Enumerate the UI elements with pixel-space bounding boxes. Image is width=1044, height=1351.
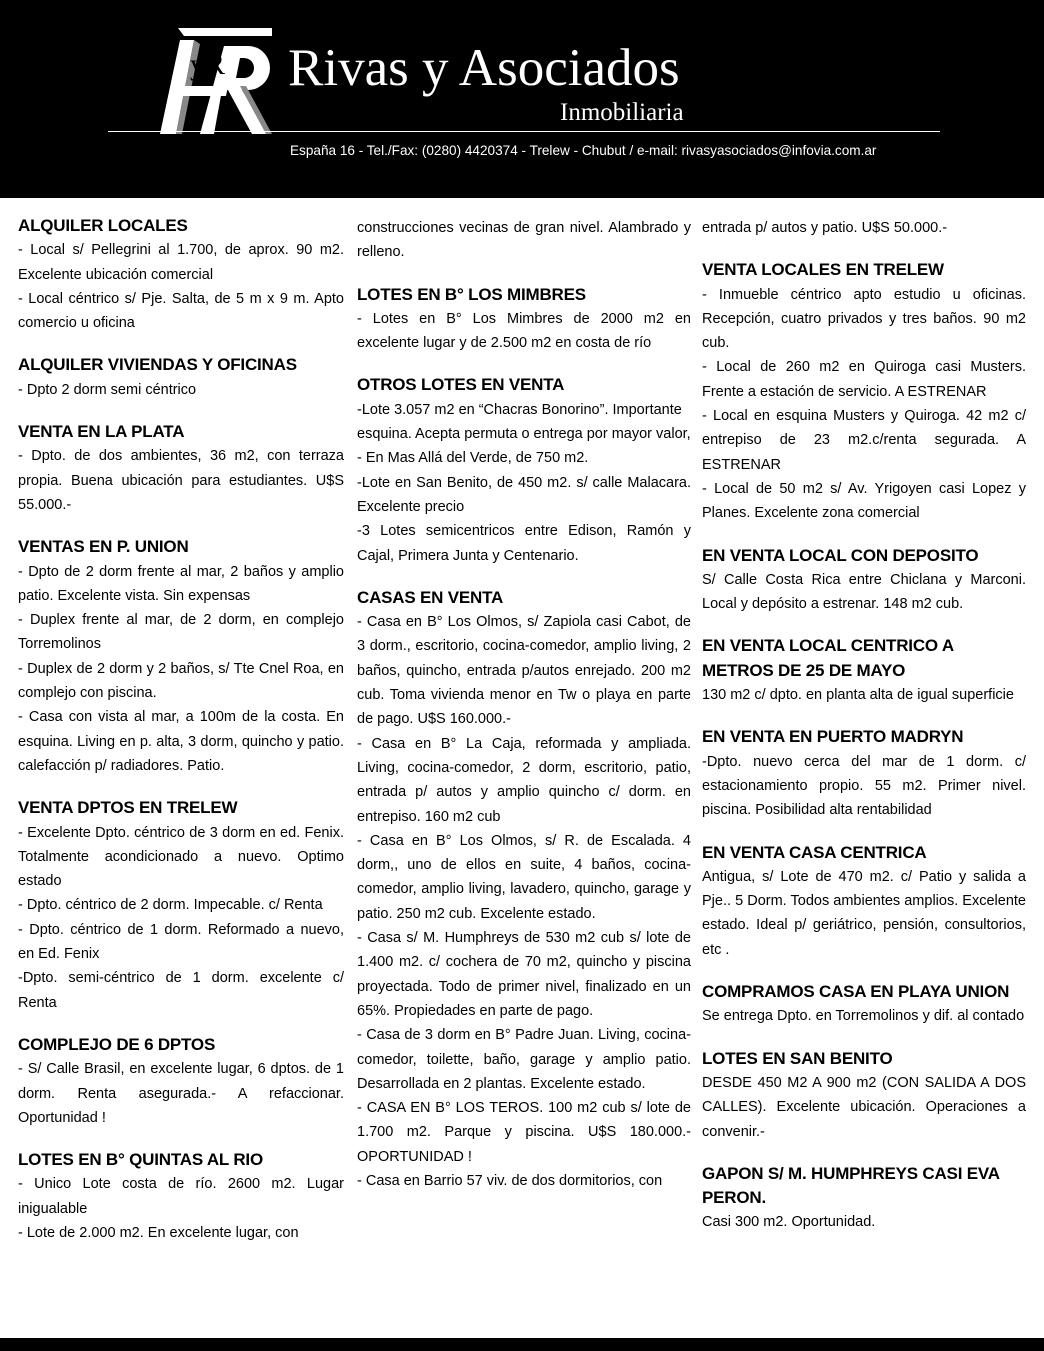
listing-item: - Casa en Barrio 57 viv. de dos dormitorios, con [357,1172,663,1189]
listing-item: - Dpto de 2 dorm frente al mar, 2 baños y amplio patio. Excelente vista. Sin expensas [18,563,344,604]
listing-item: Antigua, s/ Lote de 470 m2. c/ Patio y salida a Pje.. 5 Dorm. Todos ambientes amplios. Excelente estado. Ideal p/ geriátrico, pensión, consultorios, etc . [702,868,1026,958]
section-heading: ALQUILER VIVIENDAS Y OFICINAS [18,355,297,375]
listing-item: -Dpto. nuevo cerca del mar de 1 dorm. c/ estacionamiento propio. 55 m2. Primer nivel. piscina. Posibilidad alta rentabilidad [702,753,1026,819]
listing-item: - Local de 50 m2 s/ Av. Yrigoyen casi Lopez y Planes. Excelente zona comercial [702,480,1026,522]
listing-section [18,353,344,402]
section-heading: COMPRAMOS CASA EN PLAYA UNION [702,982,1010,1002]
listing-item: Se entrega Dpto. en Torremolinos y dif. al contado [702,1008,1025,1025]
listing-item: - Casa s/ M. Humphreys de 530 m2 cub s/ lote de 1.400 m2. c/ cochera de 70 m2, quincho y piscina proyectada. Todo de primer nivel, finalizado en un 65%. Propiedades en parte de pago. [357,930,691,1019]
listing-section [702,980,1026,1029]
listing-section [18,1148,344,1245]
listing-item: - Duplex de 2 dorm y 2 baños, s/ Tte Cnel Roa, en complejo con piscina. [18,660,344,702]
listing-item: - Local céntrico s/ Pje. Salta, de 5 m x 9 m. Apto comercio u oficina [18,290,344,332]
listing-item: - Lote de 2.000 m2. En excelente lugar, con [18,1224,299,1241]
section-heading: EN VENTA LOCAL CENTRICO A METROS DE 25 DE MAYO [702,636,954,680]
listing-item: - Dpto. de dos ambientes, 36 m2, con terraza propia. Buena ubicación para estudiantes. U$S 55.000.- [18,448,344,513]
listing-item: - Casa de 3 dorm en B° Padre Juan. Living, cocina-comedor, toilette, baño, garage y amplio patio. Desarrollada en 2 plantas. Excelente estado. [357,1027,691,1092]
listing-section [702,725,1026,822]
listing-section [18,535,344,778]
listing-item: S/ Calle Costa Rica entre Chiclana y Marconi. Local y depósito a estrenar. 148 m2 cub. [702,571,1026,613]
section-heading: VENTA LOCALES EN TRELEW [702,260,944,280]
header-rule [108,131,940,132]
listing-item: Casi 300 m2. Oportunidad. [702,1214,876,1231]
section-heading: GAPON S/ M. HUMPHREYS CASI EVA PERON. [702,1163,1000,1208]
header-banner [0,0,1044,198]
listing-section [18,420,344,517]
section-heading: VENTA DPTOS EN TRELEW [18,798,238,818]
section-heading: EN VENTA EN PUERTO MADRYN [702,727,964,747]
listing-item: - Dpto. céntrico de 1 dorm. Reformado a nuevo, en Ed. Fenix [18,921,344,963]
section-heading: VENTAS EN P. UNION [18,537,189,557]
listing-item: -Dpto. semi-céntrico de 1 dorm. excelente c/ Renta [18,970,344,1011]
section-heading: ALQUILER LOCALES [18,216,188,235]
column-1 [18,214,344,1263]
listing-item: - Local s/ Pellegrini al 1.700, de aprox. 90 m2. Excelente ubicación comercial [18,242,344,283]
listing-item: entrada p/ autos y patio. U$S 50.000.- [702,220,948,236]
listing-section [702,544,1026,617]
listing-item: - Casa en B° Los Olmos, s/ Zapiola casi Cabot, de 3 dorm., escritorio, cocina-comedor, amplio living, 2 baños, quincho, entrada p/autos enrejado. 200 m2 cub. Toma vivienda menor en Tw o playa en parte de pago. U$S 160.000.- [357,614,691,728]
column-3 [702,216,1026,1253]
listing-item: - Casa en B° Los Olmos, s/ R. de Escalada. 4 dorm,, uno de ellos en suite, 4 baños, cocina-comedor, amplio living, lavadero, quincho, garage y patio. 250 m2 cub. Excelente estado. [357,832,691,922]
listing-section [357,216,691,265]
listing-section [18,796,344,1015]
listing-item: -3 Lotes semicentricos entre Edison, Ramón y Cajal, Primera Junta y Centenario. [357,523,691,564]
section-heading: LOTES EN B° QUINTAS AL RIO [18,1150,263,1170]
listing-item: - Local en esquina Musters y Quiroga. 42 m2 c/ entrepiso de 23 m2.c/renta segurada. A ESTRENAR [702,408,1026,473]
brand-tagline: Inmobiliaria [560,99,684,126]
listing-item: 130 m2 c/ dpto. en planta alta de igual superficie [702,687,1014,704]
listing-item: - Inmueble céntrico apto estudio u oficinas. Recepción, cuatro privados y tres baños. 90 m2 cub. [702,286,1026,352]
listing-item: - Local de 260 m2 en Quiroga casi Musters. Frente a estación de servicio. A ESTRENAR [702,359,1026,400]
brand-name: Rivas y Asociados [288,39,680,97]
company-logo [150,26,276,138]
listing-item: -Lote en San Benito, de 450 m2. s/ calle Malacara. Excelente precio [357,474,691,515]
listings-panel [0,198,1044,1338]
listing-item: - Excelente Dpto. céntrico de 3 dorm en ed. Fenix. Totalmente acondicionado a nuevo. Optimo estado [18,824,344,890]
listing-item: - Lotes en B° Los Mimbres de 2000 m2 en excelente lugar y de 2.500 m2 en costa de río [357,310,691,352]
contact-line: España 16 - Tel./Fax: (0280) 4420374 - Trelew - Chubut / e-mail: rivasyasociados@infovia.com.ar [290,142,877,158]
section-heading: OTROS LOTES EN VENTA [357,375,565,395]
listing-item: - S/ Calle Brasil, en excelente lugar, 6 dptos. de 1 dorm. Renta asegurada.- A refaccionar. Oportunidad ! [18,1061,344,1126]
section-heading: EN VENTA CASA CENTRICA [702,842,927,862]
listing-section [702,216,1026,240]
listing-item: - Casa en B° La Caja, reformada y ampliada. Living, cocina-comedor, 2 dorm, escritorio, patio, entrada p/ autos y amplio quincho c/ dorm. en entrepiso. 160 m2 cub [357,735,691,825]
listing-item: - Dpto. céntrico de 2 dorm. Impecable. c/ Renta [18,897,323,914]
listing-section [702,634,1026,707]
listing-section [18,214,344,335]
listing-item: - Dpto 2 dorm semi céntrico [18,381,197,398]
listing-section [357,283,691,356]
section-heading: EN VENTA LOCAL CON DEPOSITO [702,545,979,565]
listing-item: - Unico Lote costa de río. 2600 m2. Lugar inigualable [18,1176,344,1217]
listing-item: esquina. Acepta permuta o entrega por mayor valor, [357,426,691,443]
section-heading: COMPLEJO DE 6 DPTOS [18,1034,216,1054]
listing-item: - CASA EN B° LOS TEROS. 100 m2 cub s/ lote de 1.700 m2. Parque y piscina. U$S 180.000.- OPORTUNIDAD ! [357,1100,691,1165]
column-2 [357,216,691,1211]
listing-section [702,1162,1026,1235]
listing-section [702,841,1026,962]
listing-item: - Casa con vista al mar, a 100m de la costa. En esquina. Living en p. alta, 3 dorm, quincho y patio. calefacción p/ radiadores. Patio. [18,709,344,774]
listing-item: DESDE 450 M2 A 900 m2 (CON SALIDA A DOS CALLES). Excelente ubicación. Operaciones a convenir.- [702,1074,1026,1140]
listing-section [357,373,691,567]
section-heading: LOTES EN B° LOS MIMBRES [357,284,586,304]
listing-section [702,258,1026,525]
listing-section [702,1047,1026,1144]
section-heading: CASAS EN VENTA [357,587,504,607]
listing-item: - Duplex frente al mar, de 2 dorm, en complejo Torremolinos [18,612,344,653]
section-heading: VENTA EN LA PLATA [18,422,185,442]
listing-section [18,1033,344,1130]
listing-item: -Lote 3.057 m2 en “Chacras Bonorino”. Importante [357,401,682,418]
listing-item: construcciones vecinas de gran nivel. Alambrado y relleno. [357,220,691,261]
logo-mark-text: yR [190,48,226,81]
listing-item: - En Mas Allá del Verde, de 750 m2. [357,450,589,467]
section-heading: LOTES EN SAN BENITO [702,1048,893,1068]
listing-section [357,586,691,1193]
